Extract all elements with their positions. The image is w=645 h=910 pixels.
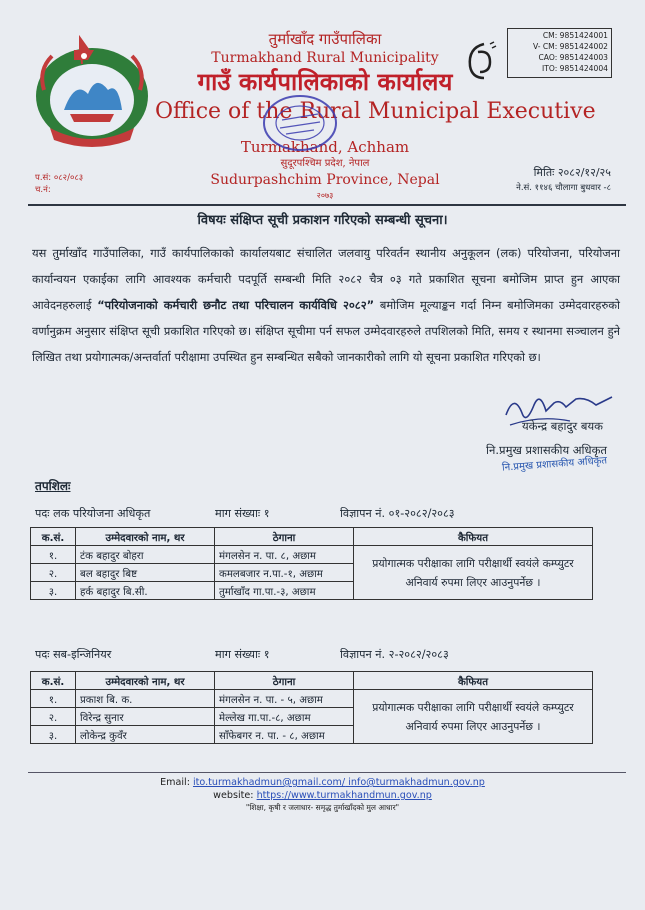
details-heading: तपशिलः: [35, 479, 71, 493]
cell-name: प्रकाश बि. क.: [76, 690, 215, 708]
signer-title: नि.प्रमुख प्रशासकीय अधिकृत: [486, 443, 607, 457]
col-header-no: क.सं.: [31, 672, 76, 690]
cell-name: टंक बहादुर बोहरा: [76, 546, 215, 564]
province-en: Sudurpashchim Province, Nepal: [210, 172, 440, 188]
cell-address: तुर्माखाँद गा.पा.-३, अछाम: [215, 582, 354, 600]
cell-no: १.: [31, 546, 76, 564]
contact-cm: CM: 9851424001: [542, 31, 608, 40]
cell-no: १.: [31, 690, 76, 708]
notice-body: [32, 240, 620, 370]
cell-address: मंगलसेन न. पा. ८, अछाम: [215, 546, 354, 564]
website-link[interactable]: https://www.turmakhandmun.gov.np: [256, 790, 432, 801]
table-header-row: [31, 672, 593, 690]
post-info-lok: [35, 506, 455, 522]
email-label: Email:: [160, 777, 193, 788]
office-stamp-icon: [260, 92, 340, 154]
cell-address: मेल्लेख गा.पा.-८, अछाम: [215, 708, 354, 726]
website-label: website:: [213, 790, 257, 801]
signer-stamp: नि.प्रमुख प्रशासकीय अधिकृत: [501, 455, 608, 474]
candidate-table-engineer: [30, 671, 593, 744]
date-block: [516, 165, 611, 195]
cell-name: विरेन्द्र सुनार: [76, 708, 215, 726]
notice-subject: विषयः संक्षिप्त सूची प्रकाशन गरिएको सम्बन्धी सूचना।: [197, 213, 448, 228]
cell-no: २.: [31, 708, 76, 726]
location-en: Turmakhand, Achham: [240, 138, 410, 156]
cell-address: कमलबजार न.पा.-१, अछाम: [215, 564, 354, 582]
nepal-emblem-icon: [30, 30, 155, 148]
body-text-part1: यस तुर्माखाँद गाउँपालिका, गाउँ कार्यपालिकाको कार्यालयबाट संचालित जलवायु परिवर्तन स्थानीय अनुकूलन (लक) परियोजना, परियोजना कार्यान्वयन एकाईका लागि आवश्यक कर्मचारी पदपूर्ति सम्बन्धी मिति २०८२ चैत्र ०३ गते प्रकाशित सूचना बमोजिम प्राप्त हुन आएका आवेदनहरुलाई: [32, 246, 620, 312]
province-np: सुदूरपश्चिम प्रदेश, नेपाल: [280, 158, 370, 169]
issue-date: मितिः २०८२/१२/२५: [533, 166, 611, 179]
footer-website-line: [0, 789, 645, 802]
footer: [0, 776, 645, 813]
cell-no: २.: [31, 564, 76, 582]
table-row: [31, 690, 593, 708]
established-year: २०७३: [316, 191, 334, 200]
contact-cao: CAO: 9851424003: [538, 53, 608, 62]
footer-motto: "शिक्षा, कृषी र जलाधार- समृद्ध तुर्माखाँदको मुल आधार": [245, 803, 400, 812]
post-info-engineer: [35, 647, 449, 663]
nepal-sambat-date: ने.सं. ११४६ चौलागा बुधवार -८: [516, 183, 611, 193]
col-header-remark: कैफियत: [354, 672, 593, 690]
col-header-address: ठेगाना: [215, 528, 354, 546]
cell-name: लोकेन्द्र कुवँर: [76, 726, 215, 744]
advertisement-number: विज्ञापन नं. ०१-२०८२/२०८३: [340, 507, 455, 520]
cell-name: हर्क बहादुर बि.सी.: [76, 582, 215, 600]
table-header-row: [31, 528, 593, 546]
contact-box: [507, 28, 612, 78]
cell-no: ३.: [31, 726, 76, 744]
cell-address: साँफेबगर न. पा. - ८, अछाम: [215, 726, 354, 744]
contact-vcm: V- CM: 9851424002: [532, 42, 608, 51]
dispatch-number: च.नं:: [35, 185, 51, 195]
col-header-no: क.सं.: [31, 528, 76, 546]
body-text-bold: “परियोजनाको कर्मचारी छनौट तथा परिचालन कार्यविधि २०८२”: [97, 298, 375, 312]
post-title: पदः सब-इन्जिनियर: [35, 648, 112, 661]
advertisement-number: विज्ञापन नं. २-२०८२/२०८३: [340, 648, 449, 661]
office-name-en: Office of the Rural Municipal Executive: [155, 99, 596, 124]
office-name-np: गाउँ कार्यपालिकाको कार्यालय: [197, 67, 453, 96]
reference-number: प.सं: ०८२/०८३: [35, 173, 84, 183]
signer-name: यकेन्द्र बहादुर बयक: [521, 419, 603, 433]
post-demand: माग संख्याः १: [215, 507, 270, 520]
reference-block: [35, 172, 83, 196]
cell-name: बल बहादुर बिष्ट: [76, 564, 215, 582]
cell-remark: प्रयोगात्मक परीक्षाका लागि परीक्षार्थी स्वयंले कम्प्युटर अनिवार्य रुपमा लिएर आउनुपर्नेछ ।: [354, 546, 593, 600]
footer-email-line: [0, 776, 645, 789]
post-title: पदः लक परियोजना अधिकृत: [35, 507, 151, 520]
col-header-name: उम्मेदवारको नाम, थर: [76, 528, 215, 546]
candidate-table-lok: [30, 527, 593, 600]
contact-ito: ITO: 9851424004: [541, 64, 608, 73]
municipality-name-en: Turmakhand Rural Municipality: [211, 50, 439, 66]
table-row: [31, 546, 593, 564]
body-text-part2: बमोजिम मूल्याङ्कन गर्दा निम्न बमोजिमका उम्मेदवारहरुको वर्णानुक्रम अनुसार संक्षिप्त सूची प्रकाशित गरिएको छ। संक्षिप्त सूचीमा पर्न सफल उम्मेदवारहरुले तपशिलको मिति, समय र स्थानमा सञ्चालन हुने लिखित तथा प्रयोगात्मक/अन्तर्वार्ता परीक्षामा उपस्थित हुन सम्बन्धित सबैको जानकारीको लागि यो सूचना प्रकाशित गरिएको छ।: [32, 298, 620, 364]
col-header-remark: कैफियत: [354, 528, 593, 546]
footer-divider: [28, 772, 626, 773]
municipality-name-np: तुर्माखाँद गाउँपालिका: [268, 30, 382, 48]
cell-remark: प्रयोगात्मक परीक्षाका लागि परीक्षार्थी स्वयंले कम्प्युटर अनिवार्य रुपमा लिएर आउनुपर्नेछ ।: [354, 690, 593, 744]
cell-no: ३.: [31, 582, 76, 600]
post-demand: माग संख्याः १: [215, 648, 270, 661]
email-link-info[interactable]: info@turmakhadmun.gov.np: [345, 777, 485, 788]
header-divider: [28, 204, 626, 206]
col-header-name: उम्मेदवारको नाम, थर: [76, 672, 215, 690]
col-header-address: ठेगाना: [215, 672, 354, 690]
cell-address: मंगलसेन न. पा. - ५, अछाम: [215, 690, 354, 708]
office-logo-icon: [462, 38, 500, 84]
email-link-ito[interactable]: ito.turmakhadmun@gmail.com/: [192, 777, 346, 788]
